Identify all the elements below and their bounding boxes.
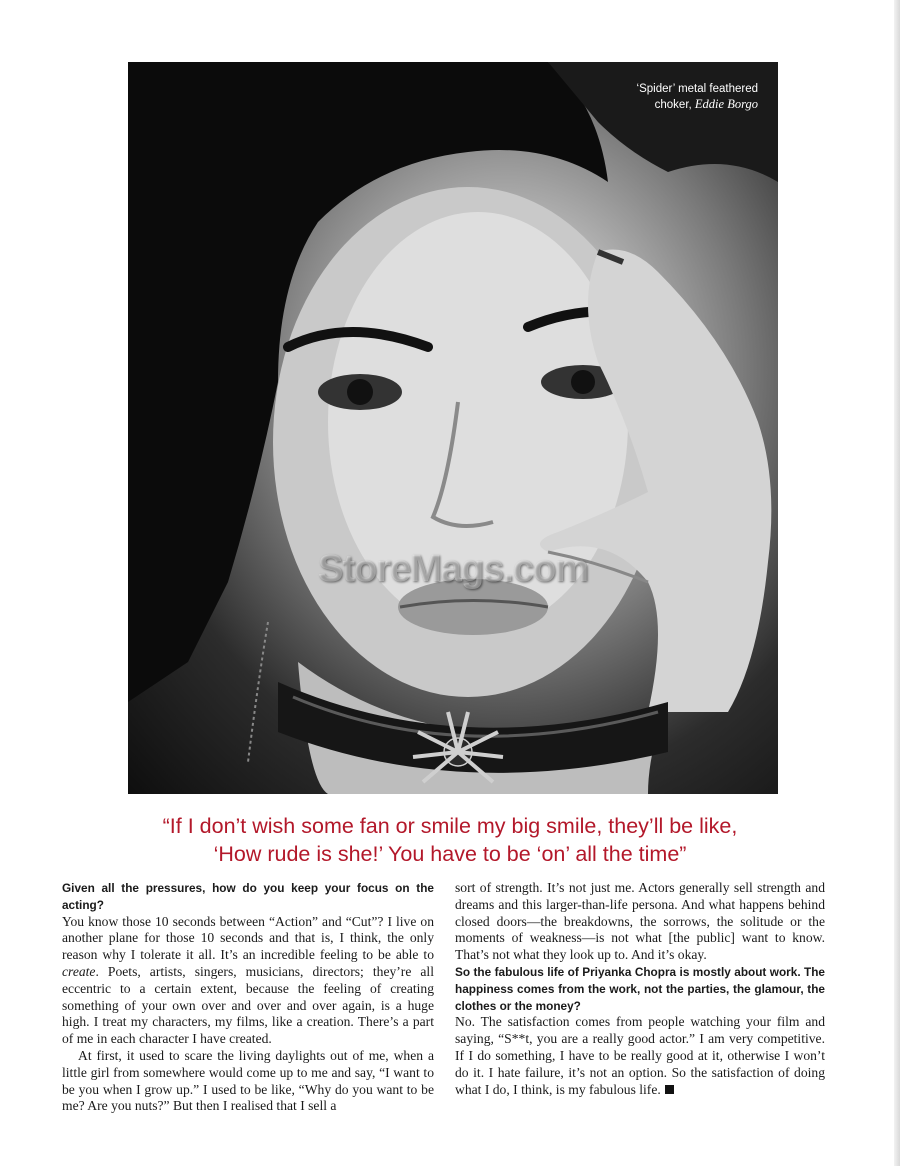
answer-1-paragraph-1 <box>62 914 434 1048</box>
caption-brand: Eddie Borgo <box>694 97 758 111</box>
answer-1-paragraph-2: At first, it used to scare the living daylights out of me, when a little girl from somewhere would come up to me and say, “I want to be you when I grow up.” I used to be like, “Why do you want to be me? Are you nuts?” But then I realised that I sell a <box>62 1047 434 1114</box>
article-column-right <box>455 880 825 1098</box>
end-of-article-mark <box>665 1085 674 1094</box>
answer-1-text-b: . Poets, artists, singers, musicians, directors; they’re all eccentric to a certain extent, because the feeling of creating something of your own over and over and over again, is a huge high. I treat my characters, my films, like a creation. There’s a part of me in each character I have created. <box>62 963 434 1047</box>
caption-prefix: choker, <box>654 99 695 111</box>
answer-1-paragraph-3: sort of strength. It’s not just me. Actors generally sell strength and dreams and this larger-than-life persona. And what happens behind closed doors—the breakdowns, the sorrows, the solitude or the moments of weakness—is not what [the public] want to know. That’s not what they look up to. And it’s okay. <box>455 880 825 963</box>
pull-quote-line-1: “If I don’t wish some fan or smile my big smile, they’ll be like, <box>162 814 738 838</box>
page-edge <box>894 0 900 1166</box>
answer-1-emphasis: create <box>62 963 96 979</box>
answer-2-text: No. The satisfaction comes from people watching your film and saying, “S**t, you are a really good actor.” I am very competitive. If I do something, I have to be really good at it, otherwise I won’t do it. I hate failure, it’s not an option. So the satisfaction of doing what I do, I think, is my fabulous life. <box>455 1014 825 1097</box>
watermark: StoreMags.com <box>318 548 588 590</box>
article-column-left <box>62 880 434 1115</box>
pull-quote-line-2: ‘How rude is she!’ You have to be ‘on’ all the time” <box>213 842 687 866</box>
pull-quote <box>60 812 840 868</box>
caption-line-2 <box>637 97 758 113</box>
question-2: So the fabulous life of Priyanka Chopra is mostly about work. The happiness comes from the work, not the parties, the glamour, the clothes or the money? <box>455 964 825 1013</box>
question-1: Given all the pressures, how do you keep your focus on the acting? <box>62 881 434 912</box>
caption-line-1: ‘Spider’ metal feathered <box>636 83 758 95</box>
answer-2-paragraph <box>455 1014 825 1098</box>
answer-1-text-a: You know those 10 seconds between “Action” and “Cut”? I live on another plane for those 10 seconds and that is, I think, the only reason why I tolerate it all. It’s an incredible feeling to be able to <box>62 913 434 963</box>
portrait-illustration <box>128 62 778 794</box>
photo-caption <box>637 82 758 113</box>
portrait-photo <box>128 62 778 794</box>
